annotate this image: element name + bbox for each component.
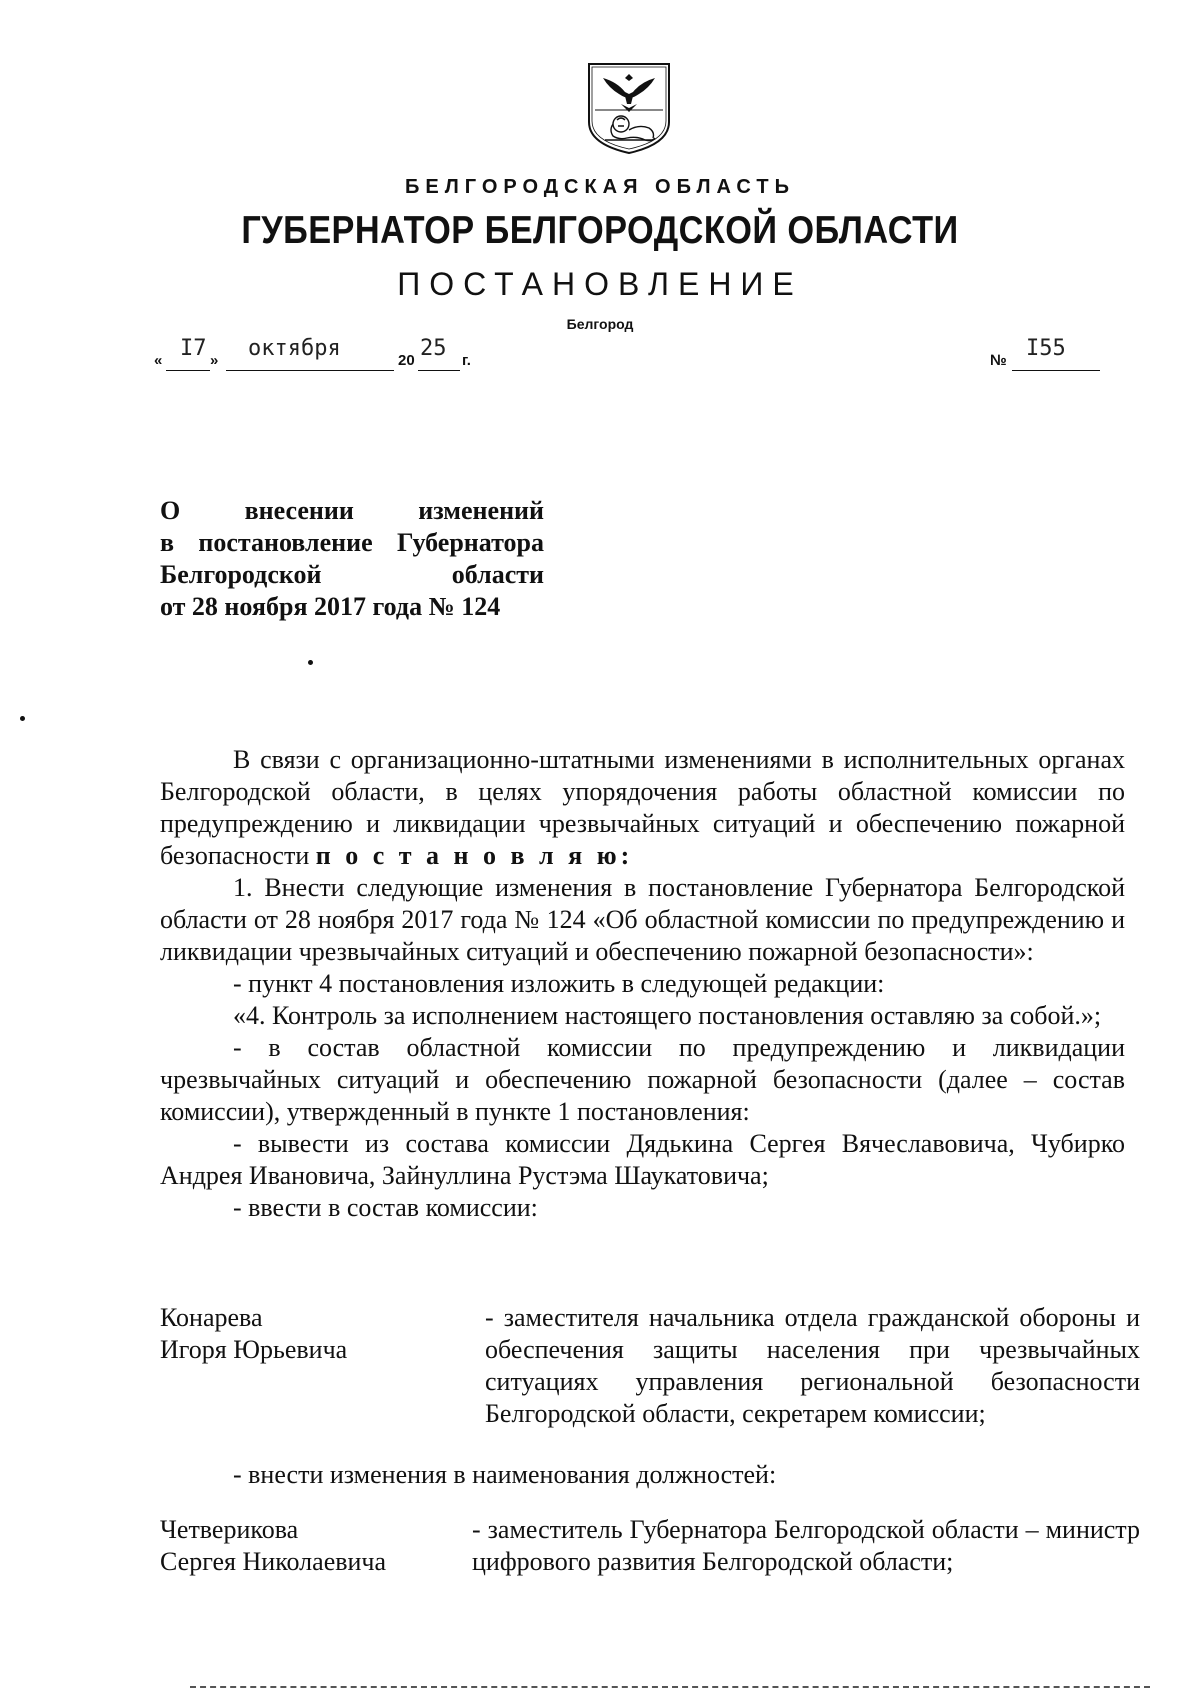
document-number: I55	[1026, 336, 1066, 361]
member-surname: Четверикова	[160, 1515, 299, 1544]
preamble-paragraph	[160, 744, 1125, 872]
subject-word: Белгородской	[160, 560, 322, 589]
member-position: - заместителя начальника отдела гражданской обороны и обеспечения защиты населения при чрезвычайных ситуациях управления региональной безопасности Белгородской области, секретарем комиссии;	[485, 1303, 1140, 1428]
renamed-member-entry	[160, 1514, 1140, 1578]
region-title: БЕЛГОРОДСКАЯ ОБЛАСТЬ	[405, 176, 795, 198]
member-name	[160, 1514, 472, 1578]
number-label: №	[990, 352, 1007, 369]
subject-word: области	[451, 560, 544, 589]
subject-word: О	[160, 496, 181, 525]
add-members-heading: - ввести в состав комиссии:	[233, 1193, 538, 1222]
point-4-text: «4. Контроль за исполнением настоящего постановления оставляю за собой.»;	[233, 1001, 1102, 1030]
authority-title: ГУБЕРНАТОР БЕЛГОРОДСКОЙ ОБЛАСТИ	[241, 209, 959, 252]
city-label: Белгород	[566, 316, 634, 332]
subject-line-3	[160, 559, 544, 591]
remove-members-paragraph: - вывести из состава комиссии Дядькина Сергея Вячеславовича, Чубирко Андрея Ивановича, Зайнуллина Рустэма Шаукатовича;	[160, 1129, 1125, 1190]
member-given-names: Игоря Юрьевича	[160, 1335, 348, 1364]
subject-line-4: от 28 ноября 2017 года № 124	[160, 592, 501, 621]
composition-paragraph: - в состав областной комиссии по предупреждению и ликвидации чрезвычайных ситуаций и обеспечению пожарной безопасности (далее – состав комиссии), утвержденный в пункте 1 постановления:	[160, 1033, 1125, 1126]
item-1-paragraph: 1. Внести следующие изменения в постановление Губернатора Белгородской области от 28 ноября 2017 года № 124 «Об областной комиссии по предупреждению и ликвидации чрезвычайных ситуаций и обеспечению пожарной безопасности»:	[160, 873, 1125, 966]
date-day-field	[166, 336, 210, 371]
date-open-quote: «	[154, 352, 163, 369]
date-month: октября	[248, 336, 341, 361]
member-position: - заместитель Губернатора Белгородской области – министр цифрового развития Белгородской области;	[472, 1515, 1140, 1576]
member-given-names: Сергея Николаевича	[160, 1547, 387, 1576]
point-4-intro: - пункт 4 постановления изложить в следующей редакции:	[233, 969, 885, 998]
subject-line-2	[160, 527, 544, 559]
decree-word: п о с т а н о в л я ю:	[315, 841, 634, 870]
subject-word: в постановление	[160, 528, 373, 557]
preamble-text: В связи с организационно-штатными изменениями в исполнительных органах Белгородской области, в целях упорядочения работы областной комиссии по предупреждению и ликвидации чрезвычайных ситуаций и обеспечению пожарной безопасности	[160, 745, 1125, 870]
document-body	[160, 744, 1125, 1224]
date-year-prefix: 20	[398, 352, 415, 369]
subject-word: Губернатора	[396, 528, 544, 557]
date-month-field	[226, 336, 394, 371]
subject-word: изменений	[418, 496, 545, 525]
date-year-field	[418, 336, 460, 371]
member-name	[160, 1302, 485, 1430]
coat-of-arms-emblem	[583, 60, 675, 156]
document-type: ПОСТАНОВЛЕНИЕ	[397, 266, 803, 302]
date-day: I7	[180, 336, 207, 361]
date-close-quote: »	[210, 352, 219, 369]
scan-speck	[308, 660, 313, 665]
member-surname: Конарева	[160, 1303, 263, 1332]
number-field	[1012, 336, 1100, 371]
new-member-entry	[160, 1302, 1140, 1430]
rename-heading: - внести изменения в наименования должностей:	[233, 1460, 777, 1489]
page-bottom-edge	[190, 1686, 1150, 1688]
date-year-mark: г.	[462, 352, 471, 369]
date-year-suffix: 25	[420, 336, 447, 361]
scan-speck	[20, 716, 25, 721]
subject-word: внесении	[244, 496, 354, 525]
subject-block	[160, 495, 544, 623]
subject-line-1	[160, 495, 544, 527]
